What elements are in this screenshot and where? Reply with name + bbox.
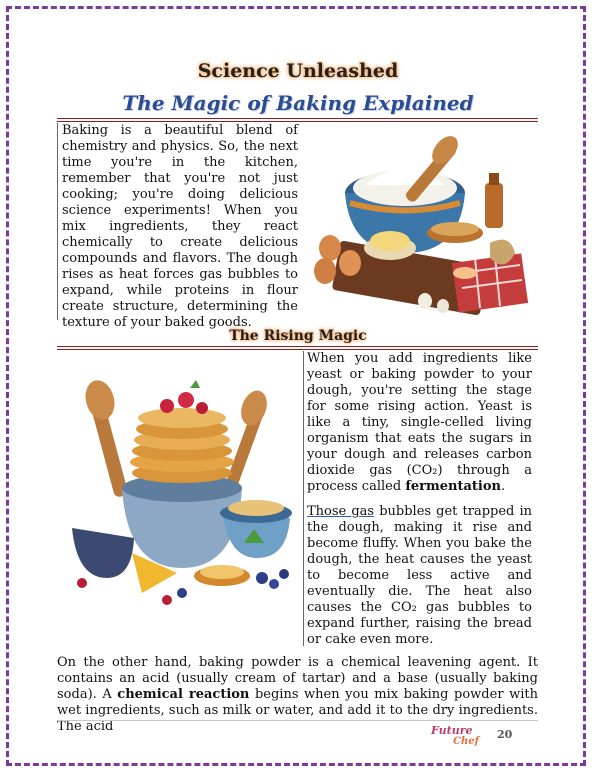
para2-text: bubbles get trapped in the dough, making it rise and become fluffy. When you bake the dough, the heat causes the yeast to become less active and eventually die. The heat also causes the CO₂ gas bubbles to expand further, raising the bread or cake even more. bbox=[307, 504, 532, 647]
rising-paragraph-1 bbox=[307, 351, 532, 495]
rising-paragraph-2 bbox=[307, 504, 532, 648]
title-divider bbox=[57, 118, 538, 122]
baking-bowl-illustration bbox=[305, 123, 535, 321]
spellcheck-underline-text: Those gas bbox=[307, 504, 375, 519]
page-subtitle: The Magic of Baking Explained bbox=[122, 91, 474, 115]
left-margin-line bbox=[57, 123, 58, 320]
pancake-stack-illustration bbox=[62, 378, 302, 610]
chemical-reaction-term: chemical reaction bbox=[117, 687, 250, 702]
logo-line-1: Future bbox=[431, 724, 473, 737]
section-heading: The Rising Magic bbox=[229, 328, 367, 344]
para1-text: When you add ingredients like yeast or baking powder to your dough, you're setting the stage for some rising action. Yeast is like a tiny, single-celled living organism that eats the sugars in your dough and releases carbon dioxide gas (CO₂) through a process called bbox=[307, 351, 532, 494]
logo-line-2: Chef bbox=[453, 736, 479, 747]
future-chef-logo bbox=[429, 722, 489, 752]
para3-end: begins when you mix baking powder with wet ingredients, such as milk or water, and add it to the dry ingredients. The acid bbox=[57, 687, 538, 734]
page-number: 20 bbox=[497, 728, 513, 741]
section-divider bbox=[57, 346, 538, 350]
page-title: Science Unleashed bbox=[197, 60, 399, 82]
column-divider-line bbox=[303, 351, 304, 646]
intro-paragraph: Baking is a beautiful blend of chemistry and physics. So, the next time you're in the kitchen, remember that you're not just cooking; you're doing delicious science experiments! When you mix ingredients, they react chemically to create delicious compounds and flavors. The dough rises as heat forces gas bubbles to expand, while proteins in flour create structure, determining the texture of your baked goods. bbox=[62, 123, 298, 330]
para1-end: . bbox=[501, 479, 506, 494]
footer-divider bbox=[57, 720, 538, 721]
para3-start: On the other hand, baking powder is a chemical leavening agent. It contains an acid (usually cream of tartar) and a base (usually baking soda). A bbox=[57, 655, 538, 702]
fermentation-term: fermentation bbox=[405, 479, 501, 494]
